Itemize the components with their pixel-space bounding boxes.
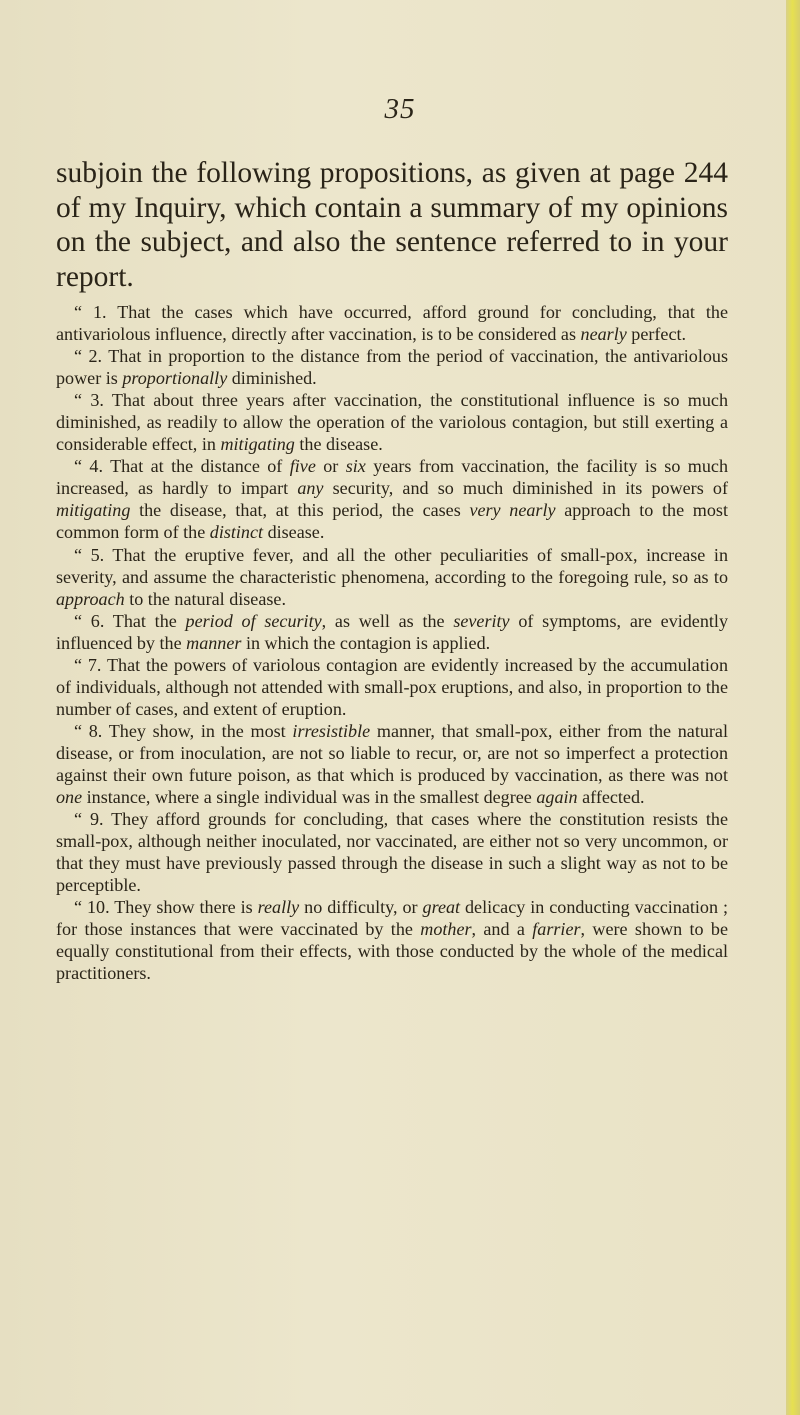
proposition-4	[56, 455, 728, 543]
text-run: or	[315, 456, 346, 477]
page-number: 35	[384, 93, 416, 125]
text-run: instance, where a single individual was in the smallest degree	[82, 787, 537, 808]
text-run: “ 10. They show there is	[74, 897, 258, 918]
text-run: “ 6. That the	[74, 610, 186, 631]
text-run: years from vaccination, the facility is so much increased, as hardly to impart	[56, 456, 728, 499]
italic-text: distinct	[209, 522, 264, 543]
proposition-3	[56, 389, 728, 455]
italic-text: farrier	[532, 919, 581, 940]
text-run: delicacy in conducting vaccination ; for those instances that were vaccinated by the	[56, 897, 728, 940]
text-run: , and a	[471, 919, 533, 940]
text-run: “ 7. That the powers of variolous contagion are evidently increased by the accumulation of individuals, although not attended with small-pox eruptions, and also, in proportion to the number of cases, and extent of eruption.	[56, 654, 728, 719]
proposition-10	[56, 896, 728, 984]
italic-text: any	[297, 478, 324, 499]
text-run: no difficulty, or	[299, 897, 423, 918]
italic-text: severity	[453, 610, 510, 631]
text-run: to the natural disease.	[124, 588, 286, 609]
italic-text: great	[422, 897, 461, 918]
italic-text: manner	[186, 632, 242, 653]
proposition-6	[56, 610, 728, 654]
italic-text: really	[257, 897, 300, 918]
text-run: the disease.	[294, 434, 383, 455]
italic-text: very nearly	[469, 500, 556, 521]
text-run: “ 8. They show, in the most	[74, 720, 293, 741]
italic-text: approach	[56, 588, 125, 609]
intro-paragraph: subjoin the following propositions, as given at page 244 of my Inquiry, which contain a summary of my opinions on the subject, and also the sentence referred to in your report.	[56, 157, 728, 294]
italic-text: again	[536, 787, 578, 808]
text-run: “ 9. They afford grounds for concluding, that cases where the constitution resists the small-pox, although neither inoculated, nor vaccinated, are either not so very uncommon, or that they must have previously passed through the disease in such a slight way as not to be perceptible.	[56, 809, 728, 896]
proposition-8	[56, 720, 728, 808]
text-run: “ 1. That the cases which have occurred, afford ground for concluding, that the antivariolous influence, directly after vaccination, is to be considered as	[56, 302, 728, 345]
text-run: diminished.	[227, 368, 317, 389]
text-run: manner, that small-pox, either from the natural disease, or from inoculation, are not so liable to recur, or, are not so imperfect a protection against their own future poison, as that which is produced by vaccination, as there was not	[56, 720, 728, 785]
italic-text: five	[289, 456, 316, 477]
text-run: in which the contagion is applied.	[241, 632, 491, 653]
proposition-2	[56, 345, 728, 389]
text-run: affected.	[577, 787, 645, 808]
text-run: approach to the most common form of the	[56, 500, 728, 543]
italic-text: irresistible	[292, 720, 371, 741]
proposition-5	[56, 544, 728, 610]
italic-text: six	[345, 456, 366, 477]
italic-text: mitigating	[220, 434, 295, 455]
italic-text: proportionally	[122, 368, 228, 389]
text-run: , were shown to be equally constitutional from their effects, with those conducted by the whole of the medical practitioners.	[56, 919, 729, 984]
text-run: “ 2. That in proportion to the distance from the period of vaccination, the antivariolous power is	[56, 346, 728, 389]
italic-text: mother	[420, 919, 472, 940]
text-run: “ 3. That about three years after vaccination, the constitutional influence is so much diminished, as readily to allow the operation of the variolous contagion, but still exerting a considerable effect, in	[56, 390, 728, 455]
text-run: security, and so much diminished in its powers of	[323, 478, 728, 499]
italic-text: mitigating	[56, 500, 131, 521]
text-run: the disease, that, at this period, the cases	[130, 500, 470, 521]
italic-text: period of security	[185, 610, 322, 631]
text-run: disease.	[263, 522, 325, 543]
proposition-9	[56, 808, 728, 896]
italic-text: nearly	[580, 324, 627, 345]
proposition-7	[56, 654, 728, 720]
text-run: of symptoms, are evidently influenced by the	[56, 610, 728, 653]
text-run: perfect.	[626, 324, 687, 345]
text-run: , as well as the	[321, 610, 454, 631]
propositions-list	[56, 301, 728, 984]
italic-text: one	[56, 787, 83, 808]
proposition-1	[56, 301, 728, 345]
text-run: “ 5. That the eruptive fever, and all the other peculiarities of small-pox, increase in severity, and assume the characteristic phenomena, according to the foregoing rule, so as to	[56, 544, 728, 587]
text-run: “ 4. That at the distance of	[74, 456, 290, 477]
page-edge	[786, 0, 800, 1415]
